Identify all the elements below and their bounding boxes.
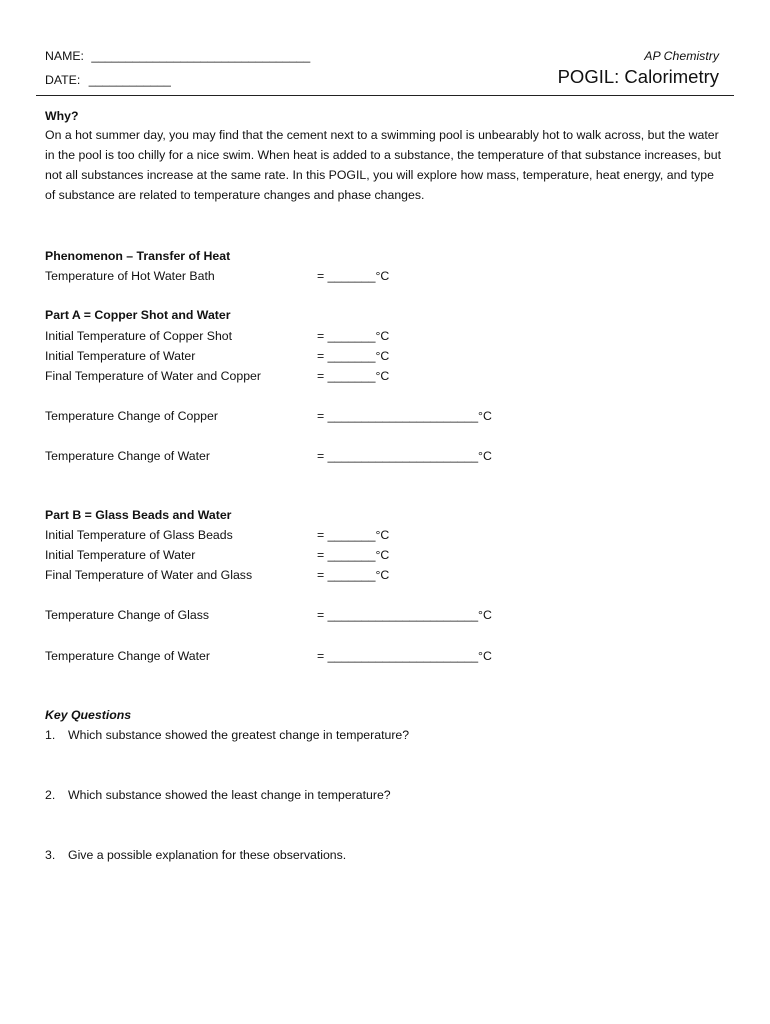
question-number: 3. [45, 848, 56, 862]
question-text: Which substance showed the greatest change in temperature? [68, 728, 410, 742]
part-a-heading: Part A = Copper Shot and Water [45, 308, 231, 322]
intro-heading: Why? [45, 109, 79, 123]
name-blank[interactable]: ________________________________ [91, 49, 311, 63]
question-number: 1. [45, 728, 56, 742]
water-initial-temp-blank[interactable]: = _______°C [317, 548, 390, 562]
part-b-change-label: Temperature Change of Glass [45, 608, 210, 622]
water-copper-final-temp-blank[interactable]: = _______°C [317, 369, 390, 383]
name-line[interactable] [45, 48, 310, 64]
part-b-heading: Part B = Glass Beads and Water [45, 508, 232, 522]
header-divider [36, 95, 734, 96]
water-change-blank[interactable]: = ______________________°C [317, 449, 492, 463]
copper-change-blank[interactable]: = ______________________°C [317, 409, 492, 423]
part-a-change-label: Temperature Change of Water [45, 449, 210, 463]
question-text: Give a possible explanation for these observations. [68, 848, 347, 862]
phenomenon-heading: Phenomenon – Transfer of Heat [45, 249, 231, 263]
course-name: AP Chemistry [644, 49, 719, 63]
part-a-row-label: Initial Temperature of Water [45, 349, 196, 363]
hot-water-temp-blank[interactable]: = _______°C [317, 269, 390, 283]
part-a-row-label: Initial Temperature of Copper Shot [45, 329, 233, 343]
key-questions-heading: Key Questions [45, 708, 132, 722]
question-number: 2. [45, 788, 56, 802]
date-blank[interactable]: ____________ [88, 73, 171, 87]
part-b-row-label: Initial Temperature of Water [45, 548, 196, 562]
glass-change-blank[interactable]: = ______________________°C [317, 608, 492, 622]
intro-paragraph: On a hot summer day, you may find that the cement next to a swimming pool is unbearably hot to walk across, but the water in the pool is too chilly for a nice swim. When heat is added to a substance, the temperature of that substance increases, but not all substances increase at the same rate. In this POGIL, you will explore how mass, temperature, heat energy, and type of substance are related to temperature changes and phase changes. [45, 128, 722, 202]
water-glass-final-temp-blank[interactable]: = _______°C [317, 568, 390, 582]
part-b-row-label: Initial Temperature of Glass Beads [45, 528, 233, 542]
part-a-row-label: Final Temperature of Water and Copper [45, 369, 261, 383]
page-title: POGIL: Calorimetry [557, 66, 719, 87]
part-b-row-label: Final Temperature of Water and Glass [45, 568, 253, 582]
water-change-blank[interactable]: = ______________________°C [317, 649, 492, 663]
glass-initial-temp-blank[interactable]: = _______°C [317, 528, 390, 542]
water-initial-temp-blank[interactable]: = _______°C [317, 349, 390, 363]
phenomenon-row-label: Temperature of Hot Water Bath [45, 269, 215, 283]
question-text: Which substance showed the least change in temperature? [68, 788, 391, 802]
copper-initial-temp-blank[interactable]: = _______°C [317, 329, 390, 343]
name-label: NAME: [45, 49, 84, 63]
part-b-change-label: Temperature Change of Water [45, 649, 210, 663]
date-line[interactable] [45, 72, 171, 88]
part-a-change-label: Temperature Change of Copper [45, 409, 218, 423]
date-label: DATE: [45, 73, 81, 87]
